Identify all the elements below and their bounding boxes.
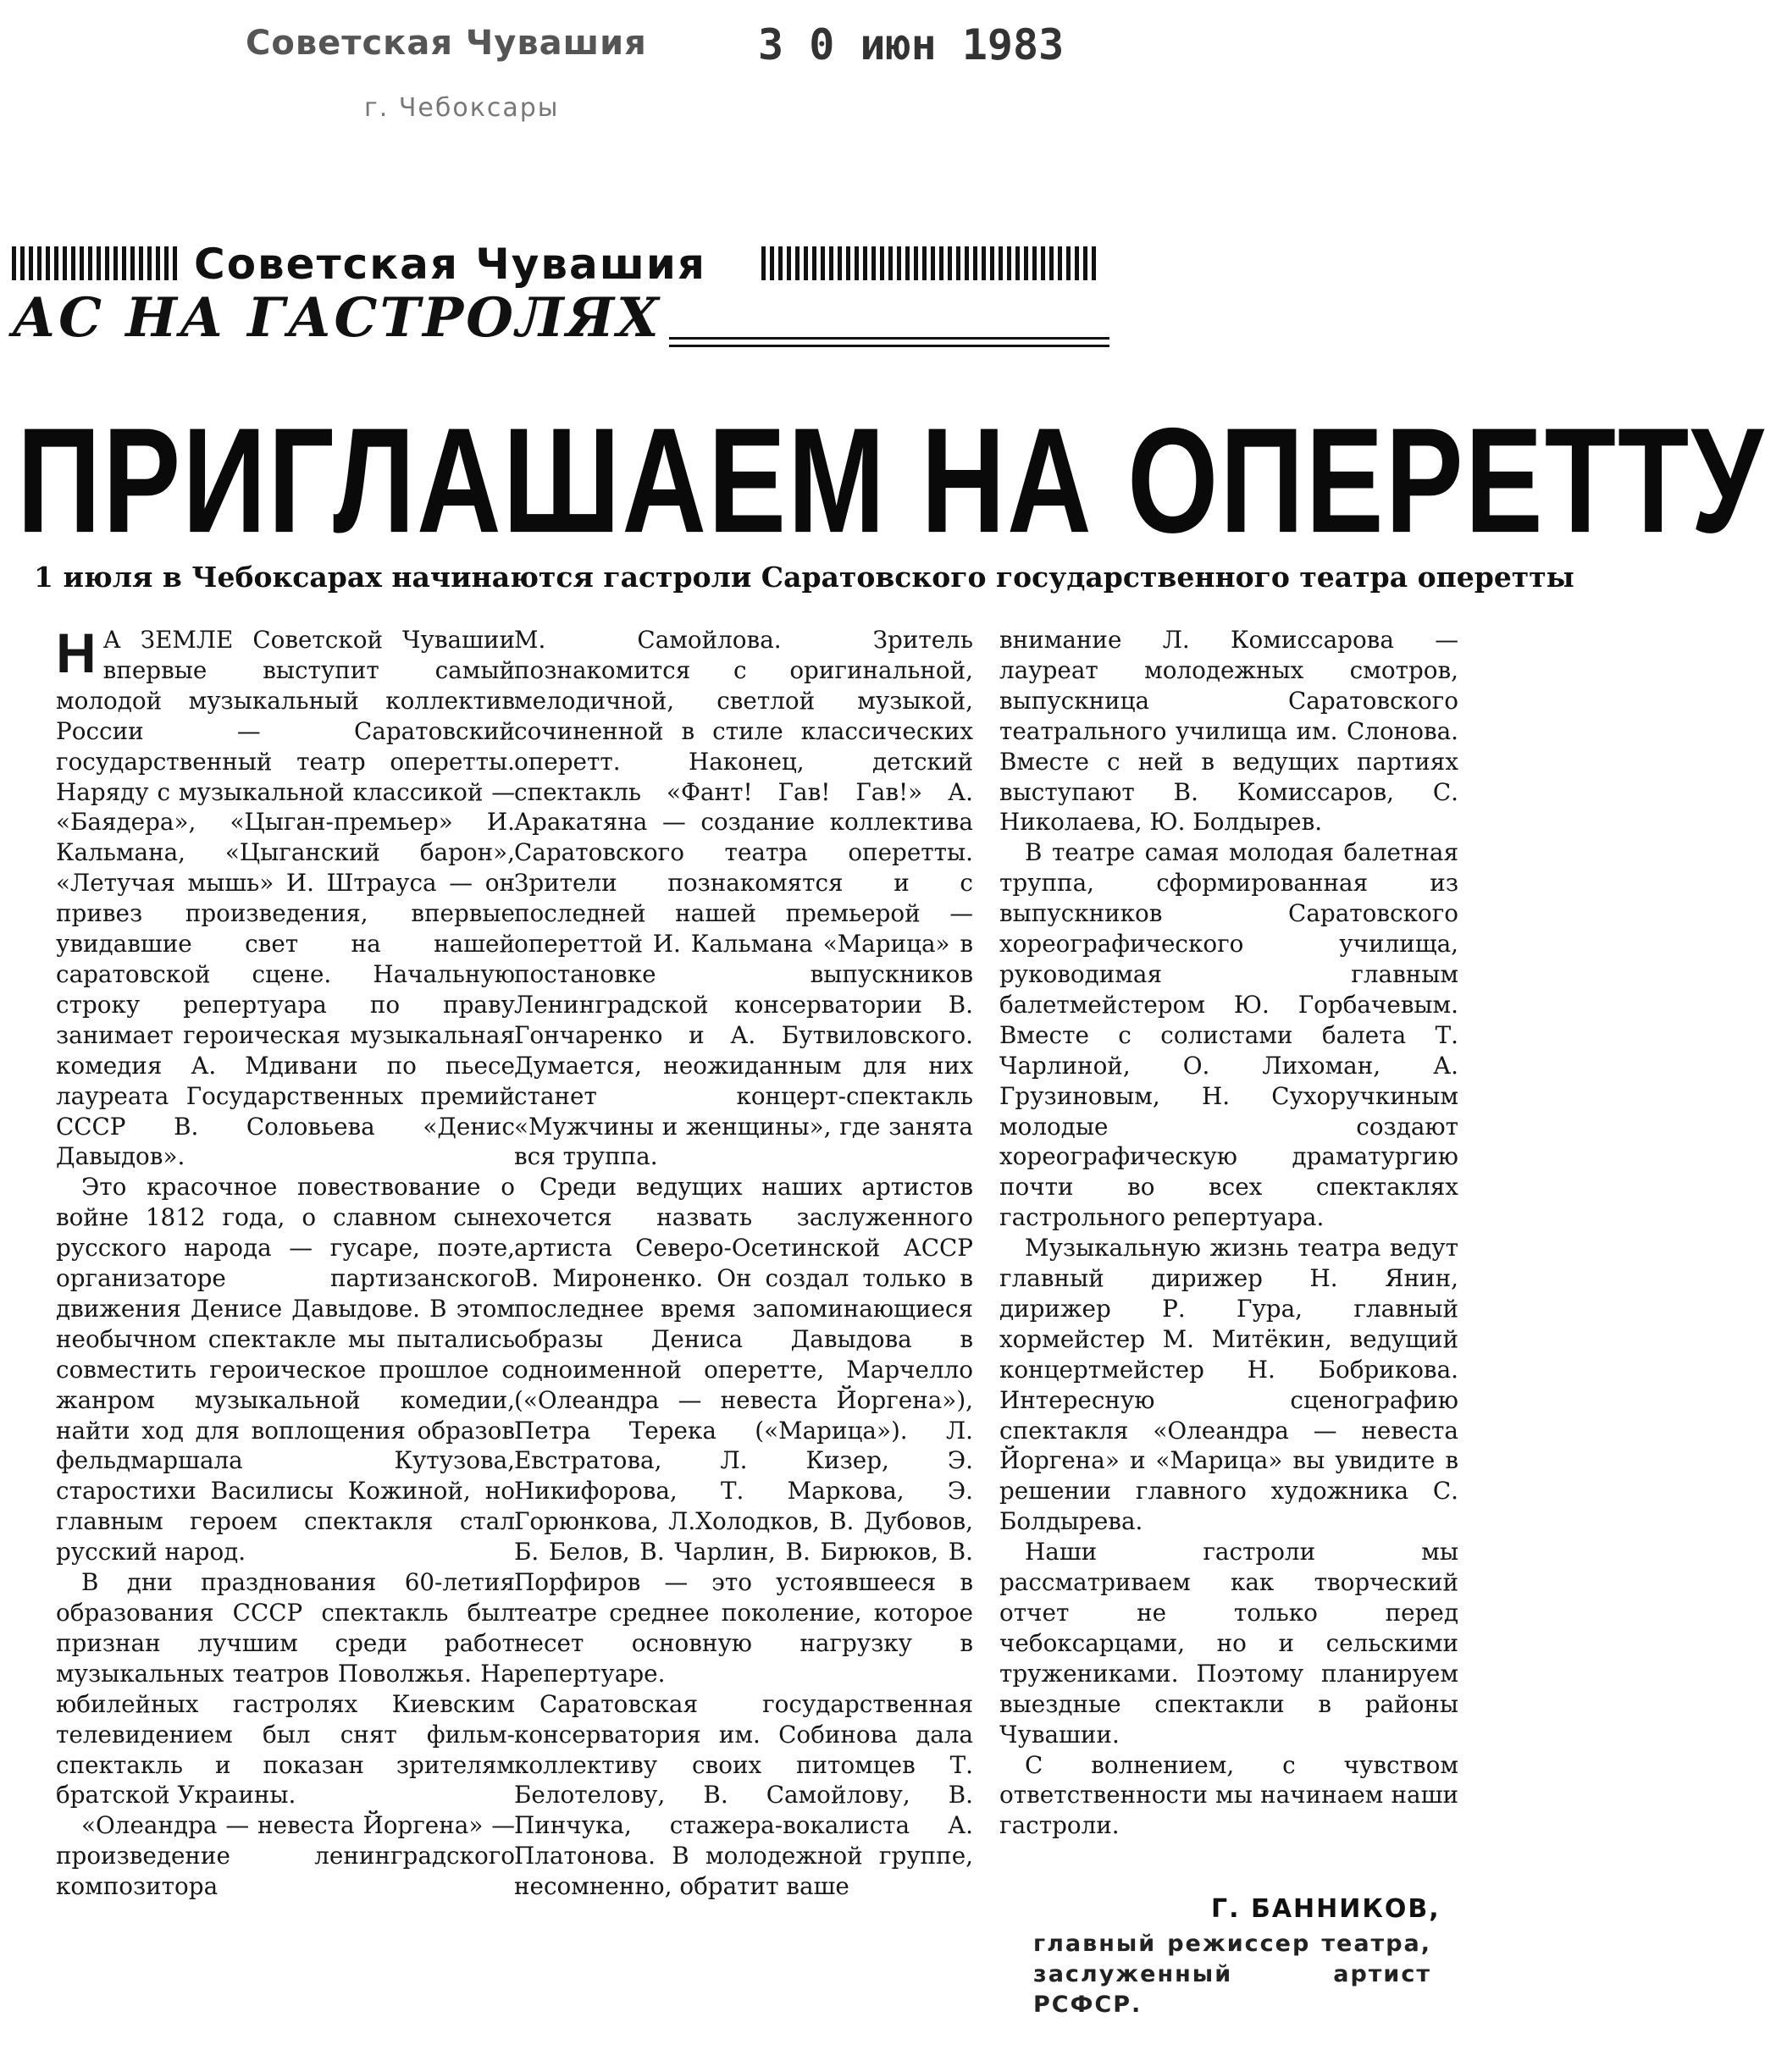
paragraph: «Олеандра — невеста Йоргена» — произведение ленинградского композитора bbox=[56, 1811, 515, 1901]
paragraph: внимание Л. Комиссарова — лауреат молодежных смотров, выпускница Саратовского театрального училища им. Слонова. Вместе с ней в ведущих партиях выступают В. Комиссаров, С. Николаева, Ю. Болдырев. bbox=[999, 626, 1458, 837]
article-column-3 bbox=[999, 625, 1458, 1841]
paragraph: М. Самойлова. Зритель познакомится с оригинальной, мелодичной, светлой музыкой, сочиненной в стиле классических оперетт. Наконец, детский спектакль «Фант! Гав! Гав!» А. Аракатяна — создание коллектива Саратовского театра оперетты. Зрители познакомятся и с последней нашей премьерой — опереттой И. Кальмана «Марица» в постановке выпускников Ленинградской консерватории В. Гончаренко и А. Бутвиловского. Думается, неожиданным для них станет концерт-спектакль «Мужчины и женщины», где занята вся труппа. bbox=[514, 626, 973, 1171]
author-signature: Г. БАННИКОВ, bbox=[1211, 1894, 1441, 1924]
paragraph: Это красочное повествование о войне 1812 года, о славном сыне русского народа — гусаре, поэте, организаторе партизанского движения Денисе Давыдове. В этом необычном спектакле мы пытались совместить героическое прошлое с жанром музыкальной комедии, найти ход для воплощения образов фельдмаршала Кутузова, старостихи Василисы Кожиной, но главным героем спектакля стал русский народ. bbox=[56, 1173, 515, 1566]
masthead-hatch-right bbox=[761, 246, 1100, 280]
article-subhead: 1 июля в Чебоксарах начинаются гастроли Саратовского государственного театра оперетты bbox=[34, 561, 1574, 594]
archive-stamp-paper-name: Советская Чувашия bbox=[246, 24, 647, 63]
rubric-rule bbox=[669, 337, 1109, 347]
paragraph: В театре самая молодая балетная труппа, сформированная из выпускников Саратовского хореографического училища, руководимая главным балетмейстером Ю. Горбачевым. Вместе с солистами балета Т. Чарлиной, О. Лихоман, А. Грузиновым, Н. Сухоручкиным молодые создают хореографическую драматургию почти во всех спектаклях гастрольного репертуара. bbox=[999, 838, 1458, 1232]
masthead-row bbox=[12, 241, 1109, 292]
paragraph: Наши гастроли мы рассматриваем как творческий отчет не только перед чебоксарцами, но и сельскими тружениками. Поэтому планируем выездные спектакли в районы Чувашии. bbox=[999, 1538, 1458, 1749]
archive-stamp-date: 3 0 июн 1983 bbox=[758, 20, 1065, 69]
rubric-title: АС НА ГАСТРОЛЯХ bbox=[12, 286, 661, 350]
paragraph: Музыкальную жизнь театра ведут главный дирижер Н. Янин, дирижер Р. Гура, главный хормейстер М. Митёкин, ведущий концертмейстер Н. Бобрикова. Интересную сценографию спектакля «Олеандра — невеста Йоргена» и «Марица» вы увидите в решении главного художника С. Болдырева. bbox=[999, 1234, 1458, 1536]
paragraph: С волнением, с чувством ответственности мы начинаем наши гастроли. bbox=[999, 1750, 1458, 1840]
author-title: главный режиссер театра, заслуженный артист РСФСР. bbox=[1033, 1931, 1431, 2018]
paragraph: Саратовская государственная консерватория им. Собинова дала коллективу своих питомцев Т. Белотелову, В. Самойлову, В. Пинчука, стажера-вокалиста А. Платонова. В молодежной группе, несомненно, обратит ваше bbox=[514, 1689, 973, 1901]
article-headline: ПРИГЛАШАЕМ НА ОПЕРЕТТУ bbox=[17, 397, 1765, 565]
drop-cap: Н bbox=[56, 622, 97, 684]
paragraph-text: А ЗЕМЛЕ Советской Чувашии впервые выступит самый молодой музыкальный коллектив России — Саратовский государственный театр оперетты. Наряду с музыкальной классикой — «Баядера», «Цыган-премьер» И. Кальмана, «Цыганский барон», «Летучая мышь» И. Штрауса — он привез произведения, впервые увидавшие свет на нашей саратовской сцене. Начальную строку репертуара по праву занимает героическая музыкальная комедия А. Мдивани по пьесе лауреата Государственных премий СССР В. Соловьева «Денис Давыдов». bbox=[56, 626, 515, 1171]
masthead-title: Советская Чувашия bbox=[194, 240, 707, 289]
archive-stamp-city: г. Чебоксары bbox=[364, 93, 560, 123]
article-column-1 bbox=[56, 622, 515, 1902]
article-column-2 bbox=[514, 625, 973, 1902]
masthead-hatch-left bbox=[12, 246, 181, 280]
paragraph bbox=[56, 622, 515, 1172]
paragraph: Среди ведущих наших артистов хочется назвать заслуженного артиста Северо-Осетинской АССР В. Мироненко. Он создал только в последнее время запоминающиеся образы Дениса Давыдова в одноименной оперетте, Марчелло («Олеандра — невеста Йоргена»), Петра Терека («Марица»). Л. Евстратова, Л. Кизер, Э. Никифорова, Т. Маркова, Э. Горюнкова, Л.Холодков, В. Дубовов, Б. Белов, В. Чарлин, В. Бирюков, В. Порфиров — это устоявшееся в театре среднее поколение, которое несет основную нагрузку в репертуаре. bbox=[514, 1173, 973, 1688]
paragraph: В дни празднования 60-летия образования СССР спектакль был признан лучшим среди работ музыкальных театров Поволжья. На юбилейных гастролях Киевским телевидением был снят фильм-спектакль и показан зрителям братской Украины. bbox=[56, 1568, 515, 1810]
